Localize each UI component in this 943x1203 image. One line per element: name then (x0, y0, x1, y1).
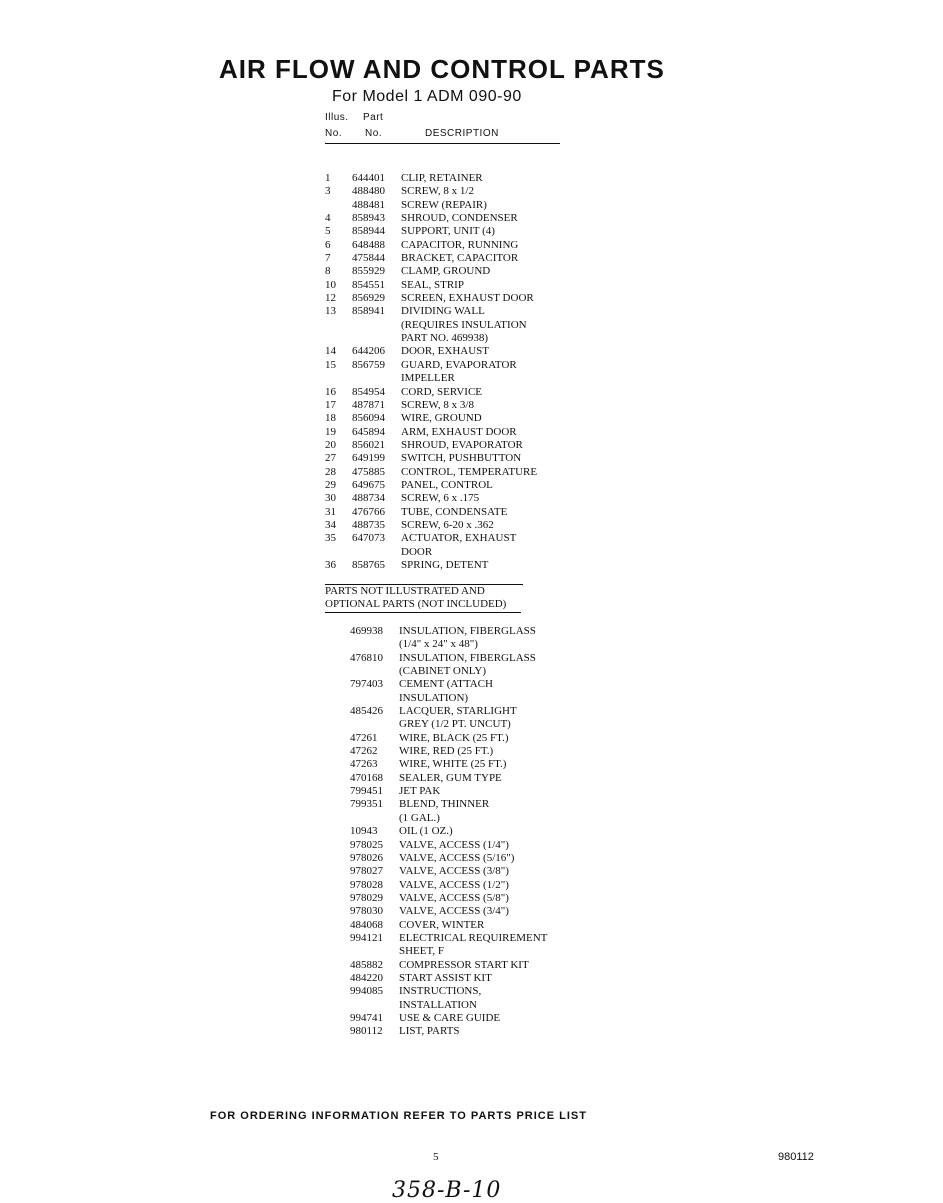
table-row (0, 359, 943, 372)
ordering-footer: FOR ORDERING INFORMATION REFER TO PARTS PRICE LIST (210, 1110, 587, 1122)
part-number: 858765 (352, 558, 385, 571)
part-number: 487871 (352, 398, 385, 411)
table-row (0, 466, 943, 479)
part-number: 476810 (350, 651, 383, 664)
part-number: 469938 (350, 625, 383, 637)
part-number: 10943 (350, 825, 378, 838)
part-number: 856094 (352, 412, 385, 425)
illus-number: 18 (325, 412, 336, 425)
table-row (0, 879, 943, 892)
table-row (0, 905, 943, 918)
table-row (0, 506, 943, 519)
part-number: 854954 (352, 385, 385, 398)
part-description: CLIP, RETAINER (401, 172, 483, 184)
document-number: 980112 (778, 1151, 814, 1163)
table-row (0, 892, 943, 905)
illus-number: 13 (325, 305, 336, 318)
part-description: WIRE, BLACK (25 FT.) (399, 731, 509, 744)
section-divider-bottom (325, 612, 521, 613)
section-heading-line2: OPTIONAL PARTS (NOT INCLUDED) (325, 598, 507, 611)
part-number: 485882 (350, 958, 383, 971)
part-number: 649675 (352, 478, 385, 491)
table-row (0, 225, 943, 238)
table-row (0, 705, 943, 718)
part-number: 485426 (350, 705, 383, 718)
part-number: 476766 (352, 505, 385, 518)
part-description: SEAL, STRIP (401, 278, 464, 291)
table-row (0, 426, 943, 439)
illus-number: 34 (325, 518, 336, 531)
illus-number: 27 (325, 452, 336, 465)
table-row (0, 399, 943, 412)
part-description: INSULATION) (399, 691, 469, 704)
part-description: GUARD, EVAPORATOR (401, 358, 517, 371)
part-number: 978027 (350, 865, 383, 878)
part-number: 994741 (350, 1011, 383, 1024)
illus-number: 4 (325, 212, 331, 225)
table-row (0, 745, 943, 758)
table-row (0, 199, 943, 212)
table-row (0, 265, 943, 278)
illus-number: 17 (325, 398, 336, 411)
part-description: OIL (1 OZ.) (399, 825, 453, 838)
part-number: 470168 (350, 771, 383, 784)
part-number: 644401 (352, 172, 385, 184)
table-row (0, 692, 943, 705)
illus-number: 15 (325, 358, 336, 371)
handwritten-note: 358-B-10 (392, 1178, 502, 1203)
part-description: CAPACITOR, RUNNING (401, 238, 519, 251)
table-row (0, 532, 943, 545)
part-description: TUBE, CONDENSATE (401, 505, 508, 518)
part-number: 978028 (350, 878, 383, 891)
part-description: INSTRUCTIONS, (399, 985, 482, 998)
part-number: 858943 (352, 212, 385, 225)
part-description: SCREW (REPAIR) (401, 198, 487, 211)
table-row (0, 945, 943, 958)
illus-number: 1 (325, 172, 331, 184)
part-description: CORD, SERVICE (401, 385, 483, 398)
part-number: 797403 (350, 678, 383, 691)
part-description: INSULATION, FIBERGLASS (399, 651, 536, 664)
part-number: 488735 (352, 518, 385, 531)
table-row (0, 932, 943, 945)
optional-parts-list (0, 625, 943, 1039)
header-divider (325, 143, 560, 144)
part-number: 856021 (352, 438, 385, 451)
part-description: VALVE, ACCESS (5/8") (399, 891, 509, 904)
illus-number: 5 (325, 225, 331, 238)
part-description: SHROUD, EVAPORATOR (401, 438, 523, 451)
part-description: BLEND, THINNER (399, 798, 490, 811)
table-row (0, 652, 943, 665)
table-row (0, 172, 943, 185)
part-number: 644206 (352, 345, 385, 358)
part-description: SCREW, 8 x 3/8 (401, 398, 474, 411)
table-row (0, 625, 943, 638)
part-number: 484220 (350, 971, 383, 984)
part-number: 648488 (352, 238, 385, 251)
header-illus-no: No. (325, 128, 343, 139)
part-description: ACTUATOR, EXHAUST (401, 532, 517, 545)
table-row (0, 732, 943, 745)
part-description: (REQUIRES INSULATION (401, 318, 527, 331)
part-number: 978026 (350, 851, 383, 864)
optional-parts-heading (325, 584, 523, 613)
part-number: 645894 (352, 425, 385, 438)
part-description: WIRE, RED (25 FT.) (399, 745, 494, 758)
part-description: ARM, EXHAUST DOOR (401, 425, 517, 438)
part-number: 854551 (352, 278, 385, 291)
part-number: 47261 (350, 731, 378, 744)
part-description: WIRE, GROUND (401, 412, 482, 425)
part-description: WIRE, WHITE (25 FT.) (399, 758, 507, 771)
page-number: 5 (433, 1151, 439, 1163)
table-row (0, 959, 943, 972)
table-row (0, 718, 943, 731)
part-description: PART NO. 469938) (401, 332, 489, 345)
table-row (0, 412, 943, 425)
part-description: COMPRESSOR START KIT (399, 958, 529, 971)
table-row (0, 972, 943, 985)
table-row (0, 999, 943, 1012)
part-description: COVER, WINTER (399, 918, 485, 931)
part-description: SWITCH, PUSHBUTTON (401, 452, 522, 465)
part-description: DIVIDING WALL (401, 305, 485, 318)
part-number: 47262 (350, 745, 378, 758)
part-number: 799451 (350, 785, 383, 798)
table-row (0, 279, 943, 292)
part-number: 978029 (350, 891, 383, 904)
table-row (0, 252, 943, 265)
part-description: JET PAK (399, 785, 441, 798)
table-row (0, 825, 943, 838)
illus-number: 29 (325, 478, 336, 491)
part-description: IMPELLER (401, 372, 455, 385)
part-description: SUPPORT, UNIT (4) (401, 225, 495, 238)
part-description: SCREW, 6 x .175 (401, 492, 480, 505)
illus-number: 36 (325, 558, 336, 571)
section-heading-line1: PARTS NOT ILLUSTRATED AND (325, 585, 485, 597)
illus-number: 31 (325, 505, 336, 518)
part-number: 994121 (350, 931, 383, 944)
model-subtitle: For Model 1 ADM 090-90 (332, 88, 522, 105)
part-description: SCREW, 6-20 x .362 (401, 518, 494, 531)
table-row (0, 772, 943, 785)
table-row (0, 345, 943, 358)
table-row (0, 479, 943, 492)
part-description: INSTALLATION (399, 998, 477, 1011)
part-description: LIST, PARTS (399, 1025, 460, 1038)
part-description: SEALER, GUM TYPE (399, 771, 502, 784)
part-description: VALVE, ACCESS (3/4") (399, 905, 509, 918)
part-description: (CABINET ONLY) (399, 665, 486, 678)
part-number: 47263 (350, 758, 378, 771)
table-row (0, 785, 943, 798)
illus-number: 12 (325, 292, 336, 305)
table-row (0, 439, 943, 452)
part-description: SCREEN, EXHAUST DOOR (401, 292, 534, 305)
header-description: DESCRIPTION (425, 128, 499, 139)
header-part-no: No. (365, 128, 383, 139)
part-description: SHEET, F (399, 945, 445, 958)
table-row (0, 798, 943, 811)
part-number: 855929 (352, 265, 385, 278)
table-row (0, 812, 943, 825)
table-row (0, 665, 943, 678)
table-row (0, 678, 943, 691)
part-number: 647073 (352, 532, 385, 545)
illus-number: 28 (325, 465, 336, 478)
table-row (0, 546, 943, 559)
part-description: BRACKET, CAPACITOR (401, 252, 519, 265)
table-row (0, 919, 943, 932)
parts-list (0, 172, 943, 572)
illus-number: 30 (325, 492, 336, 505)
part-number: 475844 (352, 252, 385, 265)
table-row (0, 292, 943, 305)
part-description: DOOR, EXHAUST (401, 345, 489, 358)
part-number: 978025 (350, 838, 383, 851)
part-description: INSULATION, FIBERGLASS (399, 625, 536, 637)
table-row (0, 332, 943, 345)
page-title: AIR FLOW AND CONTROL PARTS (219, 54, 665, 84)
table-row (0, 852, 943, 865)
illus-number: 14 (325, 345, 336, 358)
part-number: 488481 (352, 198, 385, 211)
part-description: LACQUER, STARLIGHT (399, 705, 517, 718)
illus-number: 3 (325, 185, 331, 198)
table-row (0, 492, 943, 505)
illus-number: 20 (325, 438, 336, 451)
table-row (0, 185, 943, 198)
table-row (0, 319, 943, 332)
part-description: PANEL, CONTROL (401, 478, 493, 491)
part-description: VALVE, ACCESS (3/8") (399, 865, 509, 878)
part-description: DOOR (401, 545, 433, 558)
illus-number: 16 (325, 385, 336, 398)
table-row (0, 1025, 943, 1038)
part-number: 856929 (352, 292, 385, 305)
part-description: (1/4" x 24" x 48") (399, 638, 478, 651)
illus-number: 8 (325, 265, 331, 278)
part-number: 980112 (350, 1025, 383, 1038)
part-description: GREY (1/2 PT. UNCUT) (399, 718, 511, 731)
part-description: START ASSIST KIT (399, 971, 492, 984)
part-description: CONTROL, TEMPERATURE (401, 465, 538, 478)
table-row (0, 559, 943, 572)
part-description: CLAMP, GROUND (401, 265, 491, 278)
part-number: 978030 (350, 905, 383, 918)
part-description: VALVE, ACCESS (5/16") (399, 851, 515, 864)
table-row (0, 865, 943, 878)
part-number: 858944 (352, 225, 385, 238)
table-row (0, 519, 943, 532)
illus-number: 19 (325, 425, 336, 438)
part-description: VALVE, ACCESS (1/2") (399, 878, 509, 891)
part-number: 488734 (352, 492, 385, 505)
part-number: 994085 (350, 985, 383, 998)
part-number: 649199 (352, 452, 385, 465)
part-number: 799351 (350, 798, 383, 811)
part-number: 475885 (352, 465, 385, 478)
part-description: SPRING, DETENT (401, 558, 489, 571)
header-part-label: Part (363, 112, 384, 123)
table-row (0, 239, 943, 252)
part-description: SHROUD, CONDENSER (401, 212, 518, 225)
table-row (0, 985, 943, 998)
table-row (0, 1012, 943, 1025)
table-row (0, 452, 943, 465)
table-row (0, 305, 943, 318)
part-description: ELECTRICAL REQUIREMENT (399, 931, 548, 944)
header-illus-label: Illus. (325, 112, 349, 123)
table-row (0, 839, 943, 852)
table-row (0, 212, 943, 225)
illus-number: 7 (325, 252, 331, 265)
part-number: 856759 (352, 358, 385, 371)
table-row (0, 758, 943, 771)
part-description: SCREW, 8 x 1/2 (401, 185, 474, 198)
illus-number: 6 (325, 238, 331, 251)
part-description: USE & CARE GUIDE (399, 1011, 501, 1024)
illus-number: 10 (325, 278, 336, 291)
table-row (0, 386, 943, 399)
part-description: CEMENT (ATTACH (399, 678, 493, 691)
table-row (0, 638, 943, 651)
part-number: 484068 (350, 918, 383, 931)
part-description: VALVE, ACCESS (1/4") (399, 838, 509, 851)
illus-number: 35 (325, 532, 336, 545)
part-description: (1 GAL.) (399, 811, 440, 824)
part-number: 488480 (352, 185, 385, 198)
table-row (0, 372, 943, 385)
part-number: 858941 (352, 305, 385, 318)
